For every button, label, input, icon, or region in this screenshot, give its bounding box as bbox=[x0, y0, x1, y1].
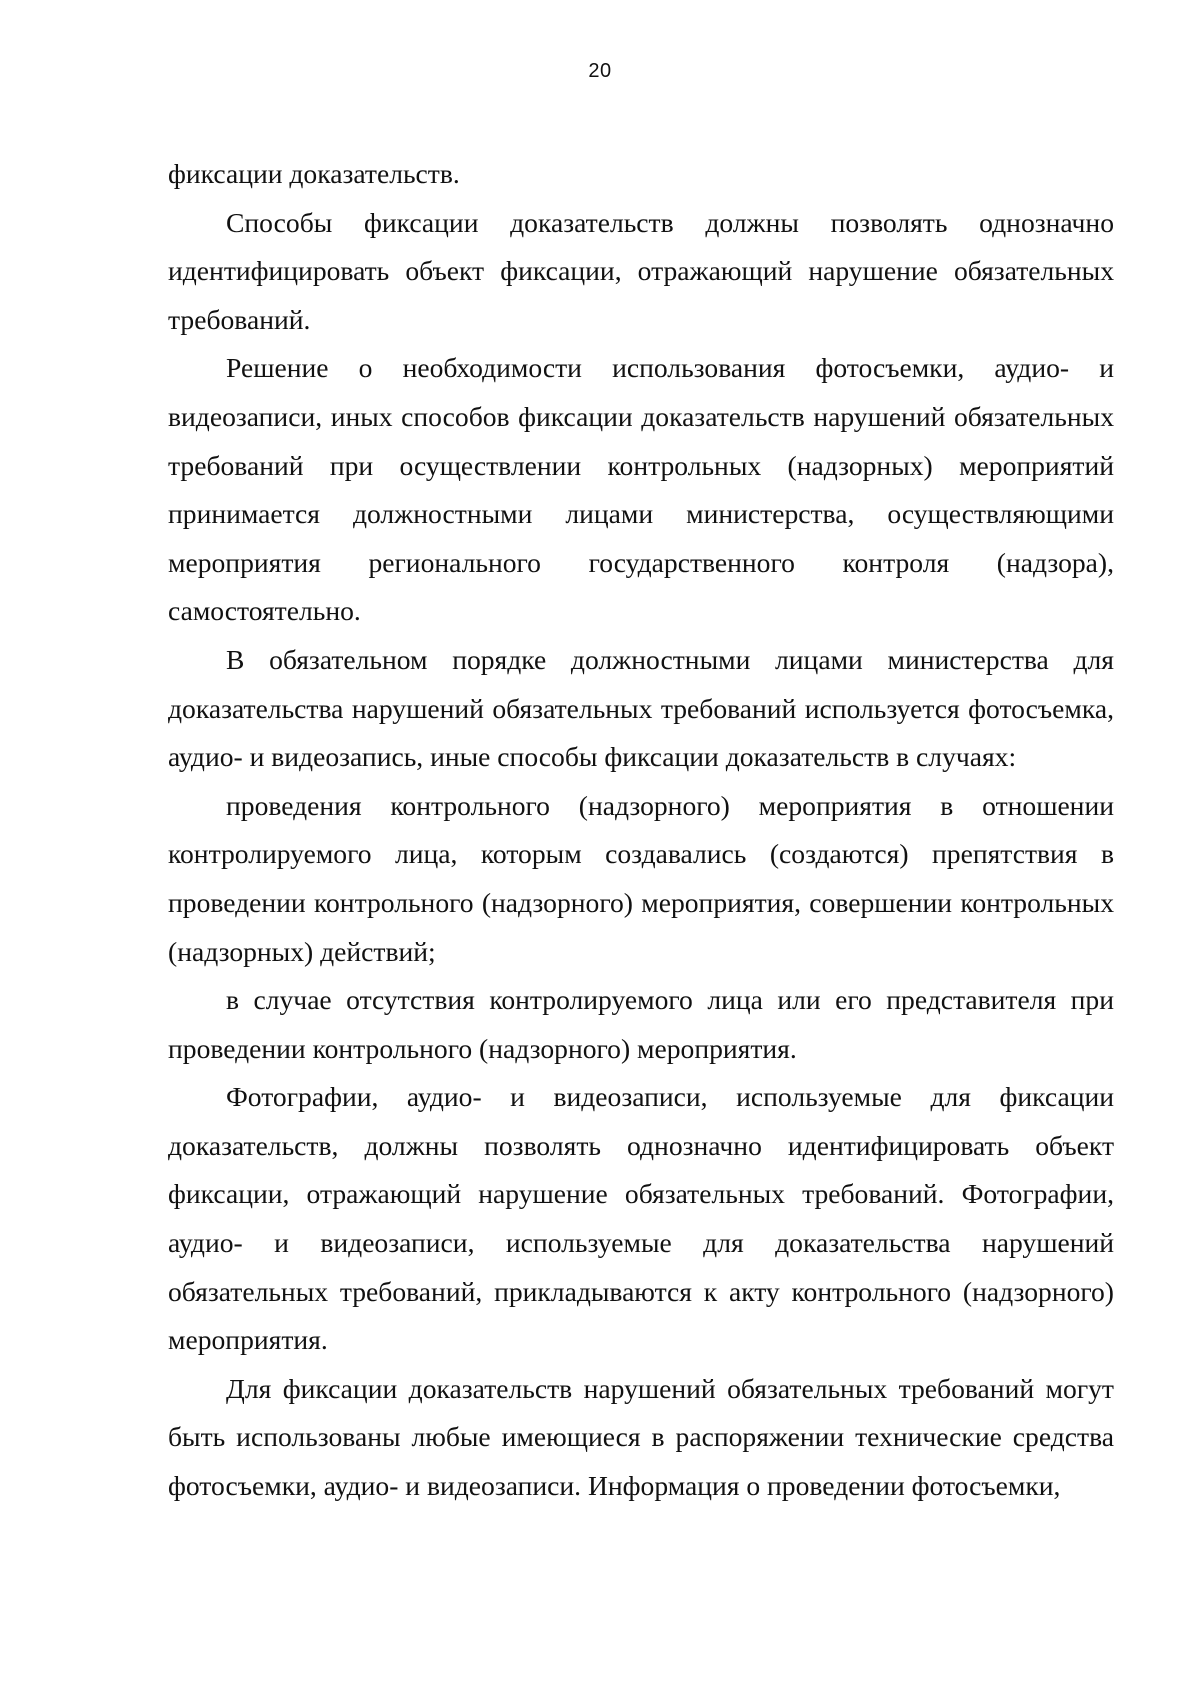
paragraph: В обязательном порядке должностными лицами министерства для доказательства нарушений обязательных требований используется фотосъемка, аудио- и видеозапись, иные способы фиксации доказательств в случаях: bbox=[168, 643, 1114, 773]
paragraph: в случае отсутствия контролируемого лица или его представителя при проведении контрольного (надзорного) мероприятия. bbox=[168, 984, 1114, 1064]
paragraph: проведения контрольного (надзорного) мероприятия в отношении контролируемого лица, которым создавались (создаются) препятствия в проведении контрольного (надзорного) мероприятия, совершении контрольных (надзорных) действий; bbox=[168, 789, 1114, 967]
paragraph: Решение о необходимости использования фотосъемки, аудио- и видеозаписи, иных способов фиксации доказательств нарушений обязательных требований при осуществлении контрольных (надзорных) мероприятий принимается должностными лицами министерства, осуществляющими мероприятия регионального государственного контроля (надзора), самостоятельно. bbox=[168, 352, 1114, 627]
paragraph: Для фиксации доказательств нарушений обязательных требований могут быть использованы любые имеющиеся в распоряжении технические средства фотосъемки, аудио- и видеозаписи. Информация о проведении фотосъемки, bbox=[168, 1372, 1114, 1502]
page-number: 20 bbox=[588, 60, 612, 82]
document-body bbox=[168, 150, 1114, 1511]
paragraph: Фотографии, аудио- и видеозаписи, используемые для фиксации доказательств, должны позволять однозначно идентифицировать объект фиксации, отражающий нарушение обязательных требований. Фотографии, аудио- и видеозаписи, используемые для доказательства нарушений обязательных требований, прикладываются к акту контрольного (надзорного) мероприятия. bbox=[168, 1081, 1114, 1356]
paragraph-continuation: фиксации доказательств. bbox=[168, 158, 460, 189]
paragraph: Способы фиксации доказательств должны позволять однозначно идентифицировать объект фиксации, отражающий нарушение обязательных требований. bbox=[168, 206, 1114, 335]
